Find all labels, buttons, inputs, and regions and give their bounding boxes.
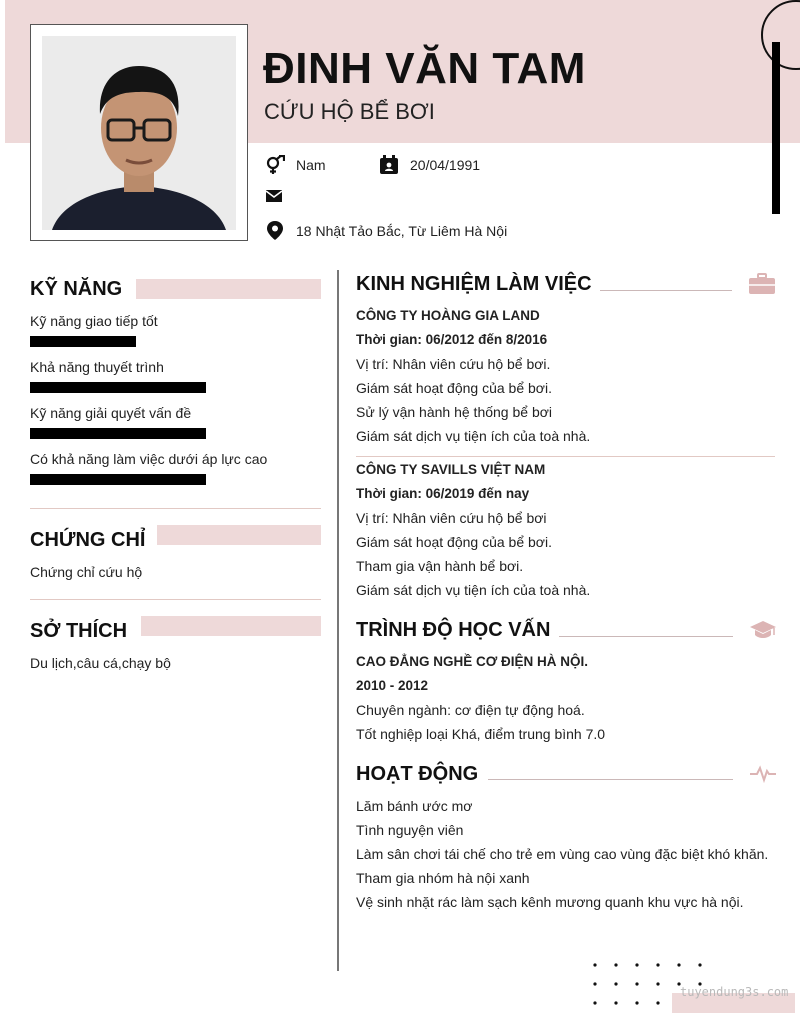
full-name: ĐINH VĂN TAM xyxy=(263,44,586,93)
column-divider xyxy=(337,270,339,971)
skill-label: Khả năng thuyết trình xyxy=(30,359,164,375)
education-heading: TRÌNH ĐỘ HỌC VẤN xyxy=(356,619,551,641)
calendar-icon xyxy=(379,155,399,175)
gender-value: Nam xyxy=(296,157,326,173)
birthdate-value: 20/04/1991 xyxy=(410,157,481,173)
job-line: Vị trí: Nhân viên cứu hộ bể bơi. xyxy=(356,356,551,372)
activity-item: Vệ sinh nhặt rác làm sạch kênh mương quanh khu vực hà nội. xyxy=(356,894,744,910)
skill-level-bar xyxy=(30,474,206,485)
decorative-vertical-bar xyxy=(772,42,780,214)
section-divider xyxy=(30,599,321,600)
certificates-heading: CHỨNG CHỈ xyxy=(30,529,146,551)
activity-item: Tình nguyện viên xyxy=(356,822,464,838)
briefcase-icon xyxy=(748,273,776,295)
job-line: Tham gia vận hành bể bơi. xyxy=(356,558,524,574)
activity-item: Làm sân chơi tái chế cho trẻ em vùng cao vùng đặc biệt khó khăn. xyxy=(356,846,769,862)
activities-heading-line xyxy=(488,779,733,780)
graduation-cap-icon xyxy=(749,620,777,640)
hobbies-heading-accent xyxy=(141,616,321,636)
location-pin-icon xyxy=(265,220,285,242)
job-divider xyxy=(356,456,775,457)
email-row xyxy=(265,188,294,204)
activity-item: Lăm bánh ước mơ xyxy=(356,798,473,814)
skills-heading: KỸ NĂNG xyxy=(30,278,123,300)
gender-row xyxy=(265,155,326,175)
section-divider xyxy=(30,508,321,509)
skill-level-bar xyxy=(30,336,136,347)
birthdate-row xyxy=(379,155,480,175)
skill-label: Kỹ năng giao tiếp tốt xyxy=(30,313,158,329)
watermark: tuyendung3s.com xyxy=(680,985,789,999)
job-company: CÔNG TY SAVILLS VIỆT NAM xyxy=(356,462,546,477)
hobbies-text: Du lịch,câu cá,chạy bộ xyxy=(30,655,171,671)
skill-level-bar xyxy=(30,382,206,393)
activity-item: Tham gia nhóm hà nội xanh xyxy=(356,870,530,886)
address-value: 18 Nhật Tảo Bắc, Từ Liêm Hà Nội xyxy=(296,223,508,239)
education-major: Chuyên ngành: cơ điện tự động hoá. xyxy=(356,702,585,718)
job-line: Giám sát hoạt động của bể bơi. xyxy=(356,534,552,550)
certificate-item: Chứng chỉ cứu hộ xyxy=(30,564,143,580)
job-line: Giám sát dịch vụ tiện ích của toà nhà. xyxy=(356,428,591,444)
avatar xyxy=(42,36,236,230)
education-heading-line xyxy=(559,636,733,637)
gender-icon xyxy=(265,155,285,175)
job-time: Thời gian: 06/2019 đến nay xyxy=(356,486,530,501)
job-time: Thời gian: 06/2012 đến 8/2016 xyxy=(356,332,548,347)
experience-heading: KINH NGHIỆM LÀM VIỆC xyxy=(356,273,592,295)
certificates-heading-accent xyxy=(157,525,321,545)
envelope-icon xyxy=(265,188,283,204)
skill-level-bar xyxy=(30,428,206,439)
photo-frame xyxy=(30,24,248,241)
job-line: Vị trí: Nhân viên cứu hộ bể bơi xyxy=(356,510,547,526)
skills-heading-accent xyxy=(136,279,321,299)
job-line: Sử lý vận hành hệ thống bể bơi xyxy=(356,404,553,420)
education-grade: Tốt nghiệp loại Khá, điểm trung bình 7.0 xyxy=(356,726,606,742)
skill-label: Kỹ năng giải quyết vấn đề xyxy=(30,405,192,421)
activities-heading: HOẠT ĐỘNG xyxy=(356,763,479,785)
pulse-icon xyxy=(749,765,777,783)
job-title: CỨU HỘ BỂ BƠI xyxy=(264,99,435,124)
address-row xyxy=(265,220,507,242)
job-line: Giám sát hoạt động của bể bơi. xyxy=(356,380,552,396)
job-company: CÔNG TY HOÀNG GIA LAND xyxy=(356,308,540,323)
skill-label: Có khả năng làm việc dưới áp lực cao xyxy=(30,451,268,467)
hobbies-heading: SỞ THÍCH xyxy=(30,620,128,642)
experience-heading-line xyxy=(600,290,732,291)
education-years: 2010 - 2012 xyxy=(356,678,429,693)
education-school: CAO ĐẲNG NGHỀ CƠ ĐIỆN HÀ NỘI. xyxy=(356,654,589,669)
job-line: Giám sát dịch vụ tiện ích của toà nhà. xyxy=(356,582,591,598)
